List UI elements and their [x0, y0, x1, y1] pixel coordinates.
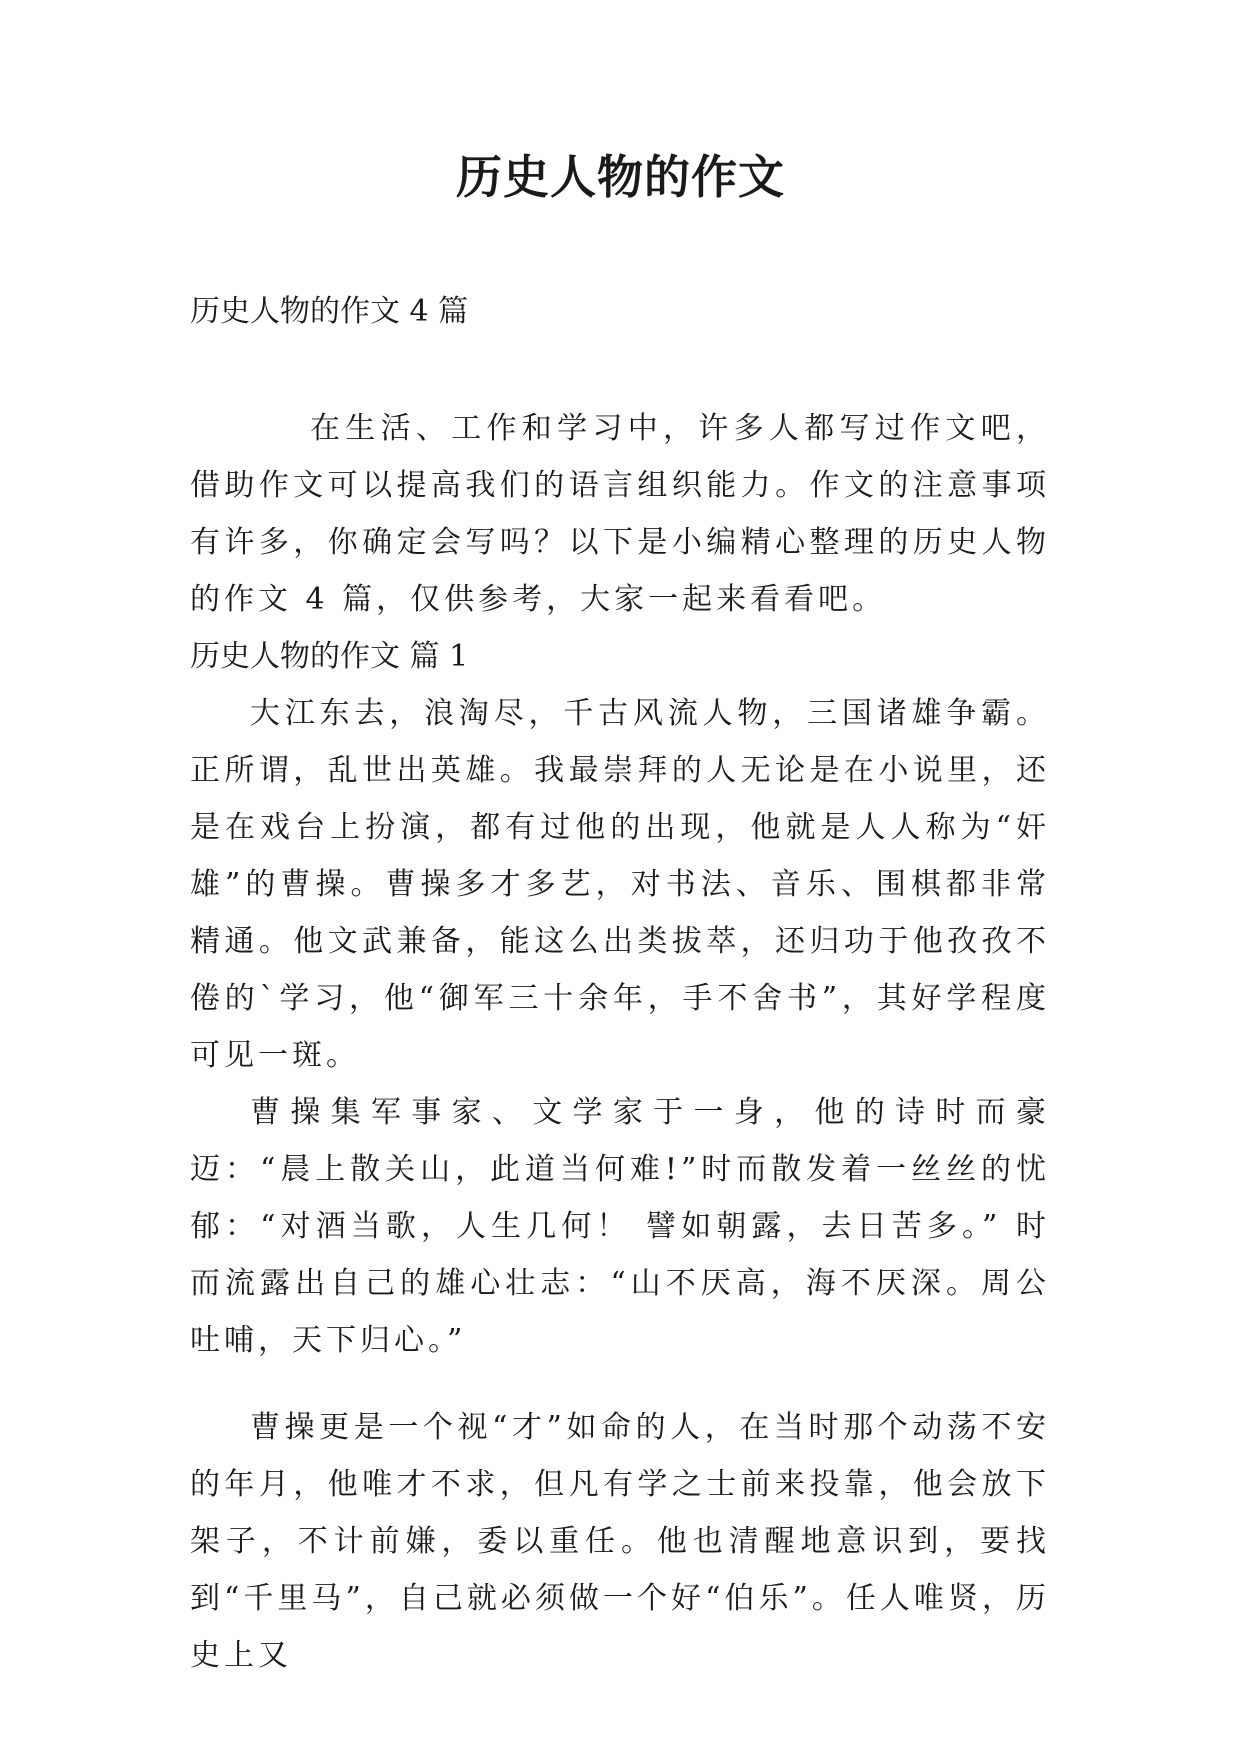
- document-body: [190, 400, 1050, 1684]
- section-heading: 历史人物的作文 篇 1: [190, 639, 469, 674]
- body-paragraph-2: 曹操集军事家、文学家于一身，他的诗时而豪迈：“晨上散关山，此道当何难!”时而散发着一丝丝的忧郁：“对酒当歌，人生几何！ 譬如朝露，去日苦多。” 时而流露出自己的雄心壮志：“山不厌高，海不厌深。周公吐哺，天下归心。”: [190, 1095, 1050, 1358]
- body-paragraph-3: 曹操更是一个视“才”如命的人，在当时那个动荡不安的年月，他唯才不求，但凡有学之士前来投靠，他会放下架子，不计前嫌，委以重任。他也清醒地意识到，要找到“千里马”，自己就必须做一个好“伯乐”。任人唯贤，历史上又: [190, 1410, 1050, 1673]
- document-title: 历史人物的作文: [456, 150, 785, 204]
- document-subtitle: 历史人物的作文 4 篇: [190, 294, 469, 329]
- intro-paragraph: 在生活、工作和学习中，许多人都写过作文吧，借助作文可以提高我们的语言组织能力。作文的注意事项有许多，你确定会写吗？以下是小编精心整理的历史人物的作文 4 篇，仅供参考，大家一起来看看吧。: [190, 411, 1050, 617]
- body-paragraph-1: 大江东去，浪淘尽，千古风流人物，三国诸雄争霸。正所谓，乱世出英雄。我最崇拜的人无论是在小说里，还是在戏台上扮演，都有过他的出现，他就是人人称为“奸雄”的曹操。曹操多才多艺，对书法、音乐、围棋都非常精通。他文武兼备，能这么出类拔萃，还归功于他孜孜不倦的`学习，他“御军三十余年，手不舍书”，其好学程度可见一斑。: [190, 696, 1050, 1073]
